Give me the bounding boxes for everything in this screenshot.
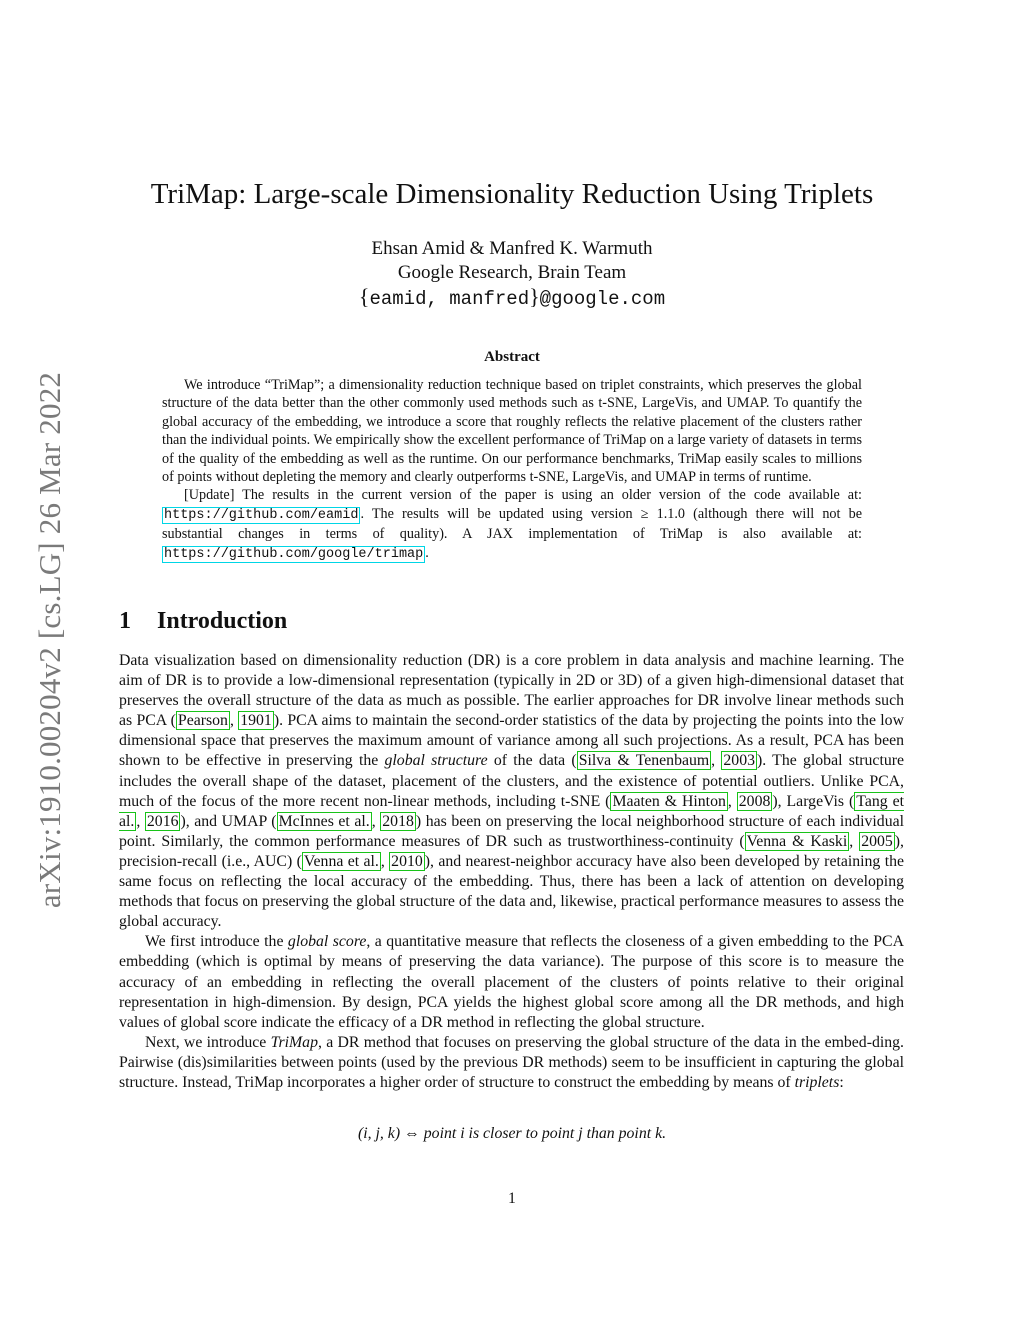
citation-venna[interactable]: Venna et al.: [303, 852, 379, 870]
email-domain: @google.com: [539, 288, 666, 310]
introduction-body: [119, 651, 904, 1093]
email-users: eamid, manfred: [369, 288, 530, 310]
abstract-body: [162, 376, 862, 564]
intro-paragraph-3: Next, we introduce TriMap, a DR method that focuses on preserving the global structure of the data in the embed-ding. Pairwise (dis)similarities between points (used by the previous DR methods) seem to be insufficient in capturing the global structure. Instead, TriMap incorporates a higher order of structure to construct the embedding by means of triplets:: [119, 1033, 904, 1091]
section-title: Introduction: [157, 608, 288, 634]
triplet-equation: [0, 1125, 1024, 1143]
paper-title: TriMap: Large-scale Dimensionality Reduction Using Triplets: [150, 178, 874, 210]
email-brace-open: {: [358, 284, 370, 309]
section-number: 1: [119, 608, 131, 634]
citation-pearson[interactable]: Pearson: [177, 712, 228, 730]
abstract-paragraph: We introduce “TriMap”; a dimensionality reduction technique based on triplet constraints, which preserves the global structure of the data better than the other commonly used methods such as t-SNE, LargeVis, and UMAP. To quantify the global accuracy of the embedding, we introduce a score that roughly reflects the relative placement of the clusters rather than the individual points. We empirically show the excellent performance of TriMap on a large variety of datasets in terms of the quality of the embedding as well as the runtime. On our performance benchmarks, TriMap easily scales to millions of points without depleting the memory and clearly outperforms t-SNE, LargeVis, and UMAP in terms of runtime.: [162, 377, 862, 486]
citation-mcinnes[interactable]: McInnes et al.: [278, 812, 370, 830]
citation-silva[interactable]: Silva & Tenenbaum: [578, 752, 710, 770]
citation-venna-kaski-year[interactable]: 2005: [861, 832, 893, 850]
github-trimap-link[interactable]: https://github.com/google/trimap: [164, 546, 424, 562]
citation-venna-kaski[interactable]: Venna & Kaski: [746, 832, 848, 850]
citation-maaten[interactable]: Maaten & Hinton: [612, 792, 726, 810]
citation-maaten-year[interactable]: 2008: [738, 792, 771, 810]
email-brace-close: }: [529, 284, 540, 309]
page-number: 1: [508, 1190, 516, 1207]
github-eamid-link[interactable]: https://github.com/eamid: [164, 507, 359, 523]
section-heading: [119, 608, 287, 635]
intro-paragraph-2: We first introduce the global score, a quantitative measure that reflects the closeness of a given embedding to the PCA embedding (which is optimal by means of preserving the data variance). The purpose of this score is to measure the accuracy of an embedding in reflecting the overall placement of the clusters of points relative to their original representation in high-dimension. By design, PCA yields the highest global score among all the DR methods, and high values of global score indicate the efficacy of a DR method in reflecting the global structure.: [119, 933, 904, 1031]
citation-tang-year[interactable]: 2016: [146, 812, 179, 830]
author-names: Ehsan Amid & Manfred K. Warmuth: [371, 238, 653, 259]
arxiv-identifier: arXiv:1910.00204v2 [cs.LG] 26 Mar 2022: [32, 371, 67, 909]
author-emails: [0, 285, 1024, 311]
citation-tang[interactable]: Tang et al.: [119, 792, 904, 830]
citation-pearson-year[interactable]: 1901: [240, 712, 272, 730]
arxiv-sidebar: [30, 340, 70, 940]
abstract-update-paragraph: [Update] The results in the current version of the paper is using an older version of the code available at: https://github.com/eamid . The results will be updated using version ≥ 1.1.0 (although there will not be substantial changes in terms of quality). A JAX implementation of TriMap is also available at: https://github.com/google/trimap .: [162, 487, 862, 562]
citation-silva-year[interactable]: 2003: [723, 752, 755, 770]
equation-rhs: point i is closer to point j than point k.: [423, 1125, 667, 1142]
intro-paragraph-1: Data visualization based on dimensionality reduction (DR) is a core problem in data analysis and machine learning. The aim of DR is to provide a low-dimensional representation (typically in 2D or 3D) of a given high-dimensional dataset that preserves the overall structure of the data as much as possible. The earlier approaches for DR involve linear methods such as PCA ( Pearson , 1901 ). PCA aims to maintain the second-order statistics of the data by projecting the points into the low dimensional space that preserves the maximum amount of variance among all such projections. As a result, PCA has been shown to be effective in preserving the global structure of the data ( Silva & Tenenbaum , 2003 ). The global structure includes the overall shape of the dataset, placement of the clusters, and the existence of potential outliers. Unlike PCA, much of the focus of the more recent non-linear methods, including t-SNE ( Maaten & Hinton , 2008 ), LargeVis ( Tang et al. , 2016 ), and UMAP ( McInnes et al. , 2018 ) has been on preserving the local neighborhood structure of each individual point. Similarly, the common performance measures of DR such as trustworthiness-continuity ( Venna & Kaski , 2005 ), precision-recall (i.e., AUC) ( Venna et al. , 2010 ), and nearest-neighbor accuracy have also been developed by retaining the same focus on reflecting the local accuracy of the embedding. Thus, there has been a lack of attention on developing methods that focus on preserving the global structure of the data and, likewise, practical performance measures to assess the global accuracy.: [119, 652, 905, 931]
author-block: [0, 237, 1024, 311]
affiliation: Google Research, Brain Team: [397, 262, 627, 283]
abstract-heading: Abstract: [484, 349, 540, 365]
equivalence-arrow: ⇔: [404, 1125, 420, 1142]
equation-lhs: (i, j, k): [357, 1125, 401, 1142]
citation-mcinnes-year[interactable]: 2018: [382, 812, 414, 830]
citation-venna-year[interactable]: 2010: [391, 852, 423, 870]
